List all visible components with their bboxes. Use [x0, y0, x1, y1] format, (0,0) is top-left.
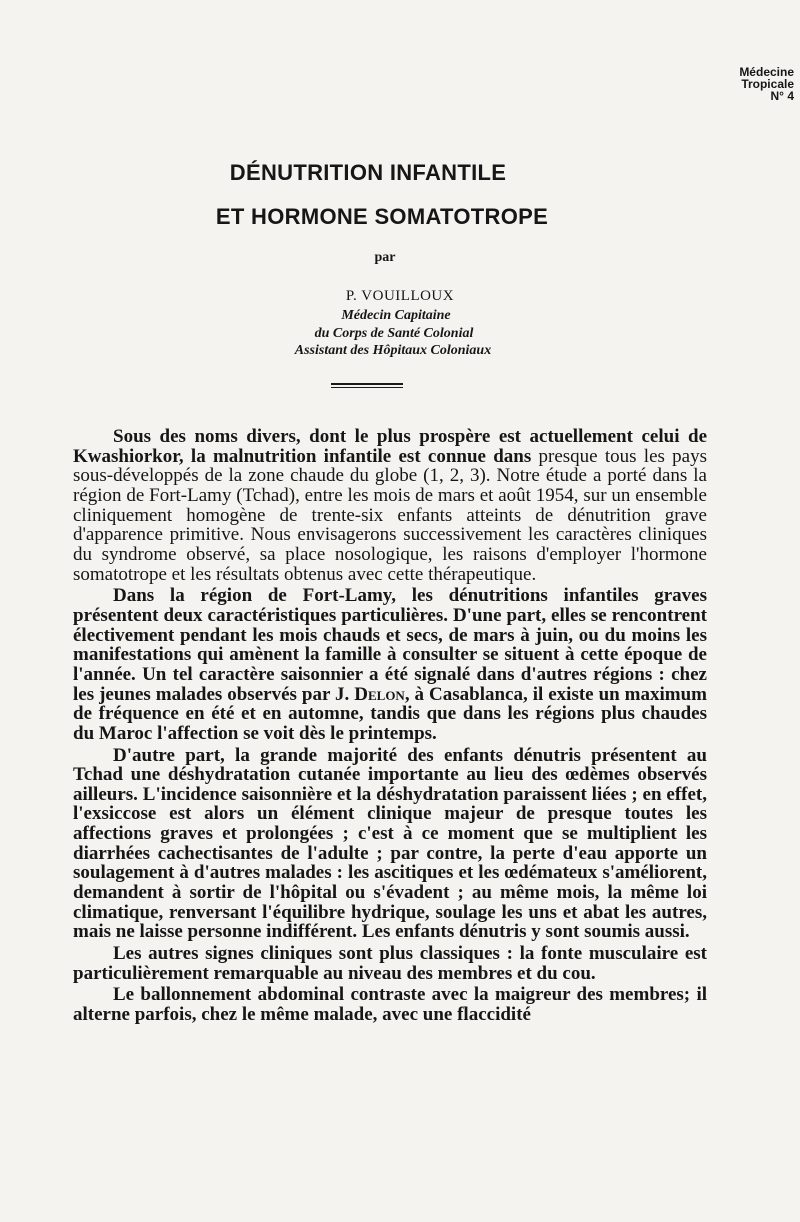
article-body	[73, 427, 707, 1027]
intro-lead: Sous des noms divers, dont le plus prospère est actuellement celui de Kwashiorkor, la malnutrition infantile est connue dans	[73, 426, 707, 467]
seasonal-text-a: Dans la région de Fort-Lamy, les dénutritions infantiles graves présentent deux caractéristiques particulières. D'une part, elles se rencontrent électivement pendant les mois chauds et secs, de mars à juin, ou du moins les manifestations qui amènent la famille à consulter se situent à cette époque de l'année. Un tel caractère saisonnier a été signalé dans d'autres régions : chez les jeunes malades observés par J.	[73, 585, 707, 705]
paragraph-abdominal: Le ballonnement abdominal contraste avec la maigreur des membres; il alterne parfois, chez le même malade, avec une flaccidité	[73, 984, 707, 1026]
author-corps: du Corps de Santé Colonial	[314, 326, 474, 341]
paragraph-clinical-signs: Les autres signes cliniques sont plus classiques : la fonte musculaire est particulièrement remarquable au niveau des membres et du cou.	[73, 943, 707, 984]
seasonal-text-b: , à Casablanca, il existe un maximum de fréquence en été et en automne, tandis que dans les régions plus chaudes du Maroc l'affection se voit dès le printemps.	[73, 683, 708, 744]
paragraph-dehydration: D'autre part, la grande majorité des enfants dénutris présentent au Tchad une déshydratation cutanée importante au lieu des œdèmes observés ailleurs. L'incidence saisonnière et la déshydratation paraissent liées ; en effet, l'exsiccose est alors un élément clinique majeur de presque toutes les affections graves et prolongées ; c'est à ce moment que se multiplient les diarrhées cachectisantes de l'adulte ; par contre, la perte d'eau apporte un soulagement à d'autres malades : les ascitiques et les œdémateux s'améliorent, demandent à sortir de l'hôpital ou s'évadent ; au même mois, la même loi climatique, renversant l'équilibre hydrique, soulage les uns et abat les autres, mais ne laisse personne indifférent. Les enfants dénutris y sont soumis aussi.	[73, 744, 707, 943]
article-title-line-2: ET HORMONE SOMATOTROPE	[215, 204, 549, 229]
author-rank: Médecin Capitaine	[341, 308, 451, 323]
section-divider-thin	[331, 387, 403, 388]
byline-par: par	[374, 250, 396, 265]
journal-label	[739, 66, 794, 102]
intro-text: presque tous les pays sous-développés de la zone chaude du globe (1, 2, 3). Notre étude a porté dans la région de Fort-Lamy (Tchad), entre les mois de mars et août 1954, sur un ensemble cliniquement homogène de trente-six enfants atteints de dénutrition grave d'apparence primitive. Nous envisagerons successivement les caractères cliniques du syndrome observé, sa place nosologique, les raisons d'employer l'hormone somatotrope et les résultats obtenus avec cette thérapeutique.	[73, 445, 707, 585]
paragraph-seasonal	[73, 586, 707, 743]
issue-number: N° 4	[770, 89, 794, 103]
author-position: Assistant des Hôpitaux Coloniaux	[294, 343, 492, 358]
author-name: P. VOUILLOUX	[345, 288, 455, 304]
section-divider	[331, 383, 403, 385]
journal-name: Médecine	[739, 65, 794, 79]
article-title-line-1: DÉNUTRITION INFANTILE	[229, 160, 507, 185]
paragraph-intro	[73, 427, 707, 584]
cited-author: Delon	[354, 683, 405, 705]
journal-subtitle: Tropicale	[741, 77, 794, 91]
